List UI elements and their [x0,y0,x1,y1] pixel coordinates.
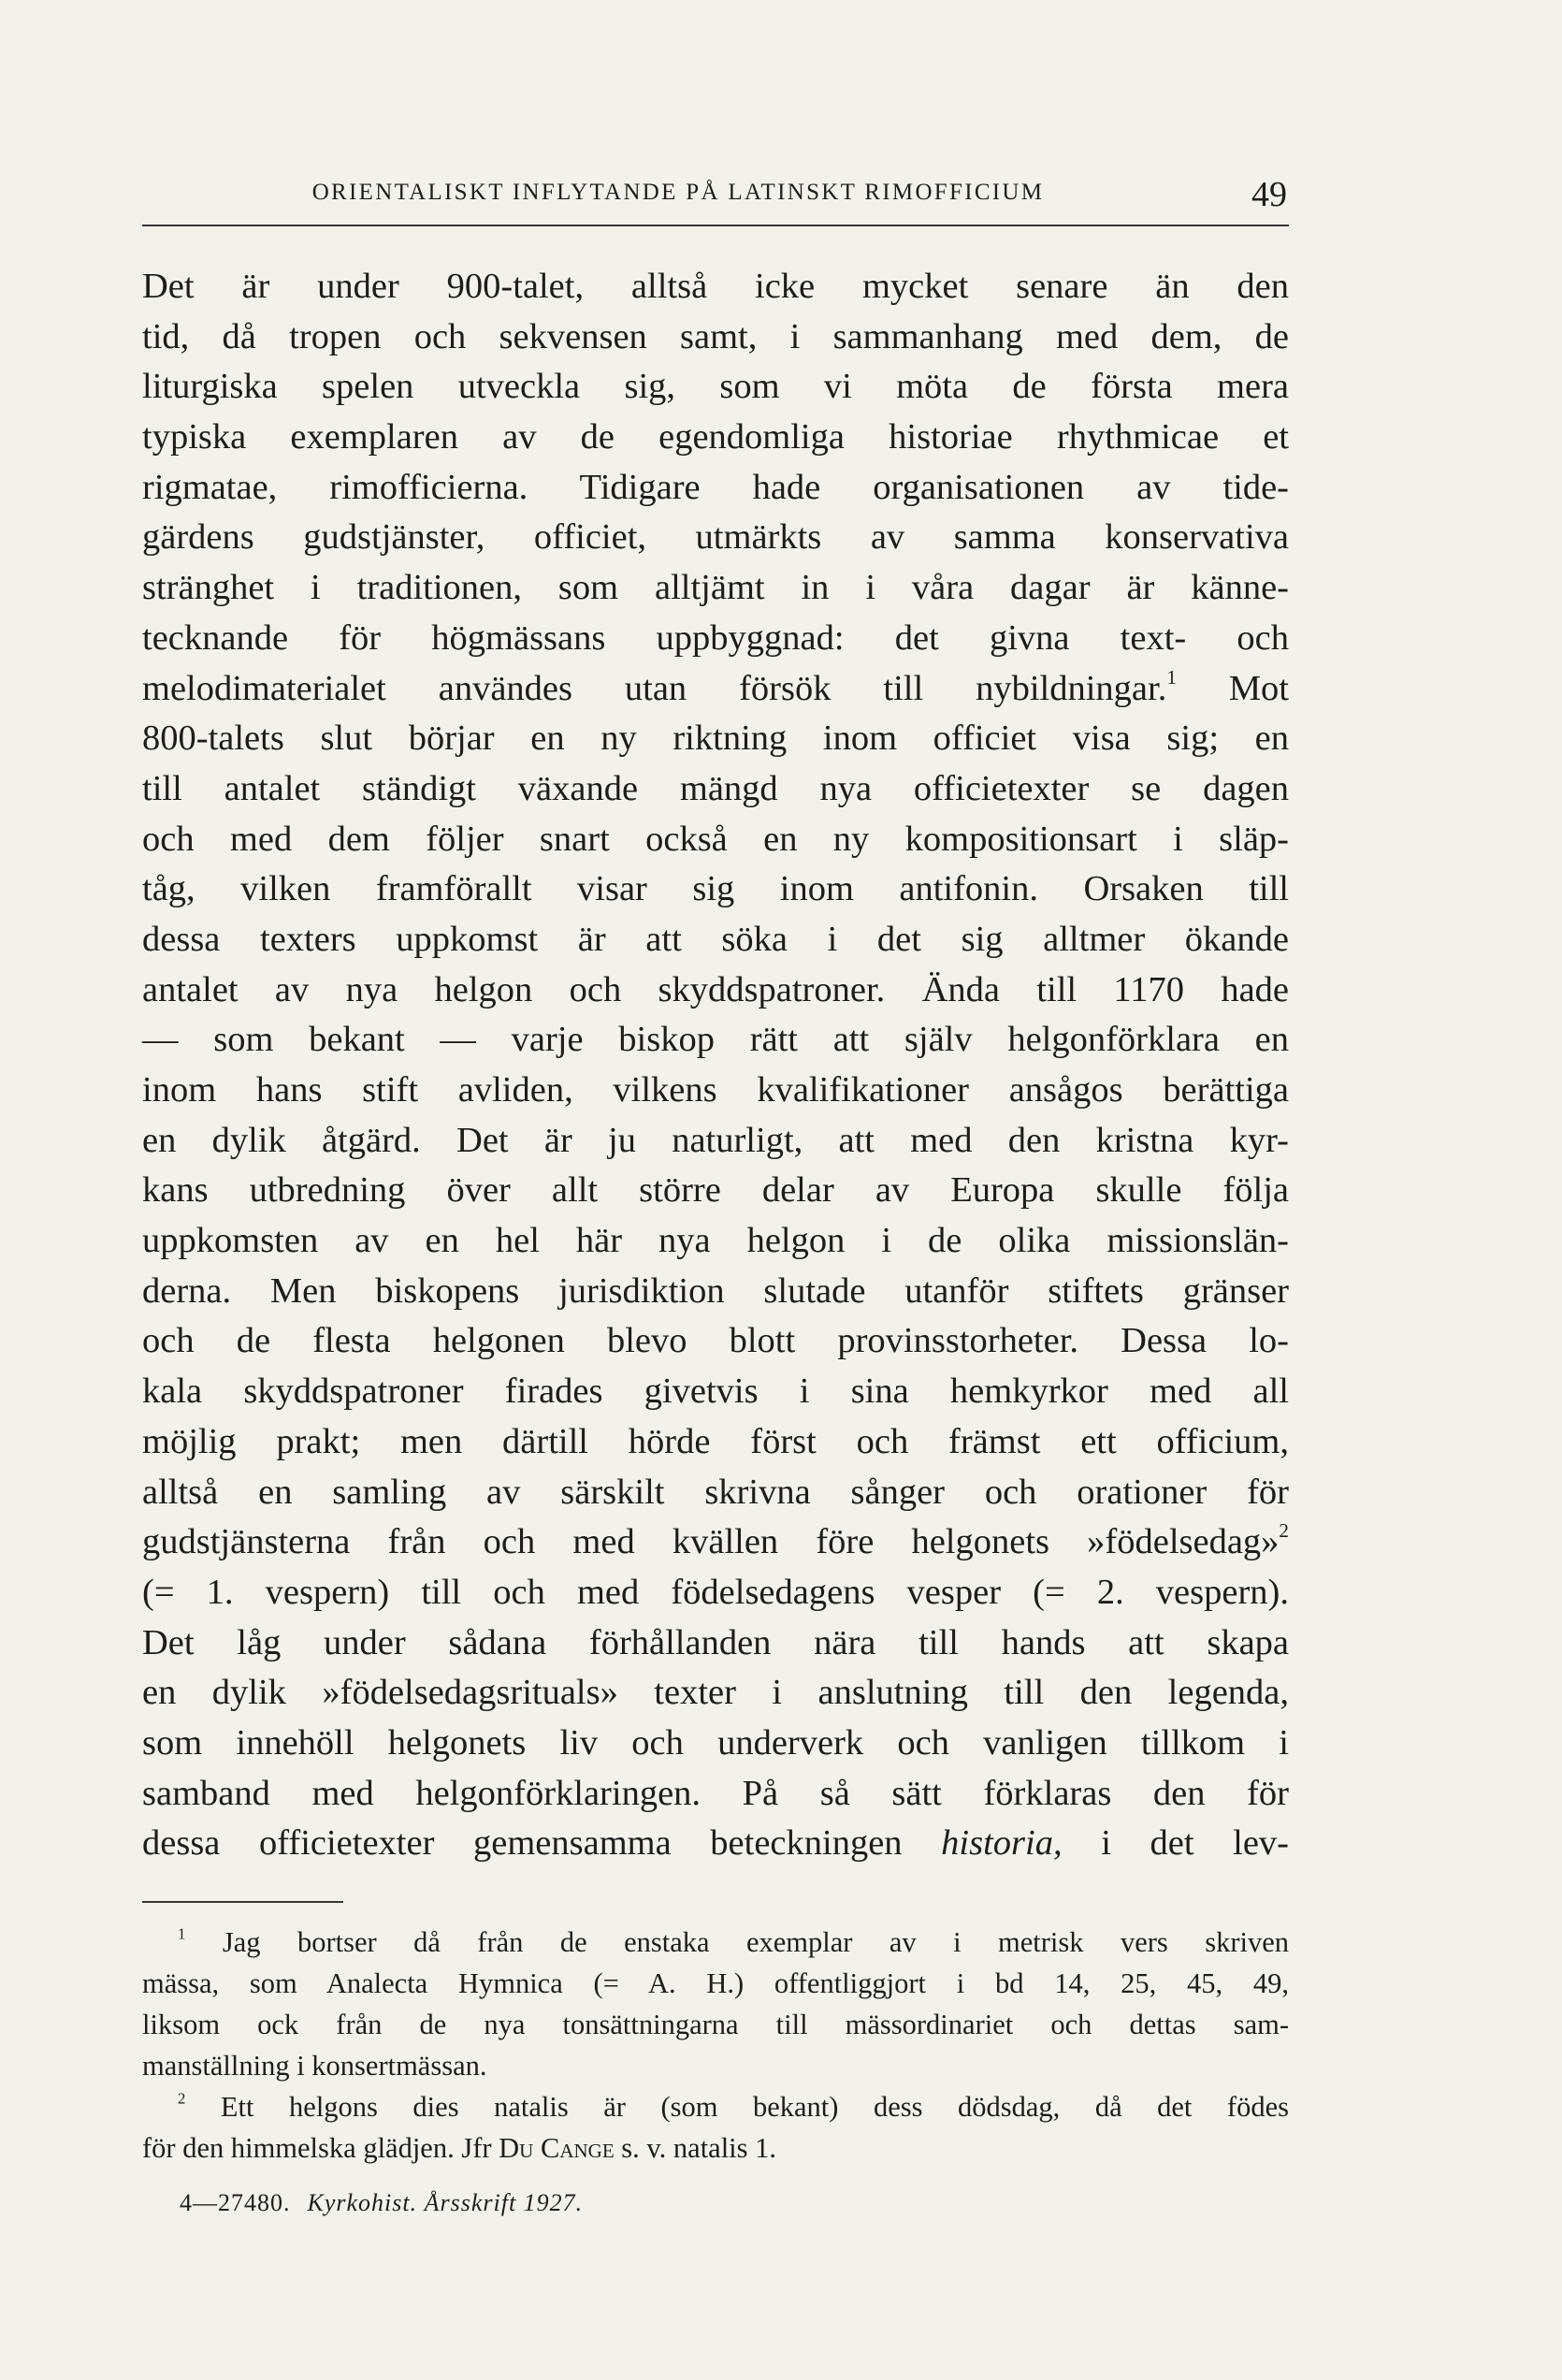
signature-number: 4—27480. [180,2189,291,2216]
footnote-line: liksom ock från de nya tonsättningarna till mässordinariet och dettas sam- [142,2009,1289,2040]
body-line: möjlig prakt; men därtill hörde först och främst ett officium, [142,1421,1289,1461]
header-title: ORIENTALISKT INFLYTANDE PÅ LATINSKT RIMOFFICIUM [311,180,1045,205]
body-line: Det låg under sådana förhållanden nära till hands att skapa [142,1622,1289,1662]
footnotes [142,1922,1289,2169]
page-number: 49 [1251,175,1287,214]
footnote-text: Jag bortser då från de enstaka exemplar av i metrisk vers skriven [222,1926,1290,1958]
footnote-2 [142,2086,1289,2169]
footnote-line: manställning i konsertmässan. [142,2050,487,2082]
body-line: uppkomsten av en hel här nya helgon i de olika missionslän- [142,1221,1289,1261]
body-line: alltså en samling av särskilt skrivna sånger och orationer för [142,1472,1289,1512]
footnote-mark-1[interactable]: 1 [1166,665,1177,689]
running-header [142,175,1289,226]
body-line: Det är under 900-talet, alltså icke mycket senare än den [142,267,1289,306]
body-line: tåg, vilken framförallt visar sig inom antifonin. Orsaken till [142,869,1289,909]
body-line-tail: Mot [1228,668,1290,708]
body-line: liturgiska spelen utveckla sig, som vi möta de första mera [142,367,1289,407]
footnote-text: för den himmelska glädjen. Jfr [142,2132,492,2164]
body-line: och de flesta helgonen blevo blott provinsstorheter. Dessa lo- [142,1321,1289,1361]
footnote-line [142,2086,1289,2127]
body-line-last [142,1819,1289,1869]
author-name: Du Cange [499,2132,615,2164]
footnote-line: mässa, som Analecta Hymnica (= A. H.) offentliggjort i bd 14, 25, 45, 49, [142,1967,1289,1999]
signature-source: Kyrkohist. Årsskrift 1927. [307,2189,584,2216]
printer-signature [180,2189,583,2217]
italic-term: historia, [941,1823,1063,1864]
footnote-number: 2 [178,2089,186,2108]
body-line: derna. Men biskopens jurisdiktion slutade utanför stiftets gränser [142,1270,1289,1311]
footnote-line [142,2127,1289,2169]
body-line: och med dem följer snart också en ny kompositionsart i släp- [142,819,1289,859]
body-line: typiska exemplaren av de egendomliga historiae rhythmicae et [142,417,1289,457]
footnote-text: s. v. natalis 1. [621,2132,777,2164]
body-line: inom hans stift avliden, vilkens kvalifikationer ansågos berättiga [142,1070,1289,1110]
body-line: antalet av nya helgon och skyddspatroner. Ända till 1170 hade [142,969,1289,1009]
body-line: kans utbredning över allt större delar av Europa skulle följa [142,1170,1289,1211]
body-line: gärdens gudstjänster, officiet, utmärkts av samma konservativa [142,517,1289,558]
body-line: — som bekant — varje biskop rätt att själv helgonförklara en [142,1020,1289,1060]
body-line: till antalet ständigt växande mängd nya officietexter se dagen [142,768,1289,808]
body-line: 800-talets slut börjar en ny riktning inom officiet visa sig; en [142,718,1289,759]
body-line-text: dessa officietexter gemensamma beteckningen [142,1823,903,1864]
body-line-with-footnote-mark [142,664,1289,715]
footnote-number: 1 [178,1924,186,1943]
body-line-text: melodimaterialet användes utan försök till nybildningar. [142,668,1167,708]
body-line-tail: i det lev- [1101,1823,1290,1864]
body-text [142,262,1289,1869]
body-line: tid, då tropen och sekvensen samt, i sammanhang med dem, de [142,316,1289,356]
body-line-text: gudstjänsterna från och med kvällen före helgonets »födelsedag» [142,1522,1280,1562]
body-line: (= 1. vespern) till och med födelsedagens vesper (= 2. vespern). [142,1572,1289,1612]
body-line: dessa texters uppkomst är att söka i det sig alltmer ökande [142,919,1289,959]
footnote-1 [142,1922,1289,2086]
footnote-line [142,1922,1289,1963]
body-line: samband med helgonförklaringen. På så sätt förklaras den för [142,1773,1289,1813]
body-line: stränghet i traditionen, som alltjämt in i våra dagar är känne- [142,568,1289,608]
footnote-mark-2[interactable]: 2 [1279,1519,1289,1543]
body-line-with-footnote-mark [142,1517,1289,1568]
body-line: som innehöll helgonets liv och underverk och vanligen tillkom i [142,1722,1289,1763]
body-line: tecknande för högmässans uppbyggnad: det givna text- och [142,617,1289,658]
footnote-text: Ett helgons dies natalis är (som bekant) dess dödsdag, då det födes [220,2091,1289,2123]
body-line: kala skyddspatroner firades givetvis i sina hemkyrkor med all [142,1371,1289,1412]
body-line: rigmatae, rimofficierna. Tidigare hade organisationen av tide- [142,467,1289,507]
footnote-divider [142,1901,343,1903]
body-line: en dylik »födelsedagsrituals» texter i anslutning till den legenda, [142,1673,1289,1713]
body-line: en dylik åtgärd. Det är ju naturligt, att med den kristna kyr- [142,1120,1289,1160]
